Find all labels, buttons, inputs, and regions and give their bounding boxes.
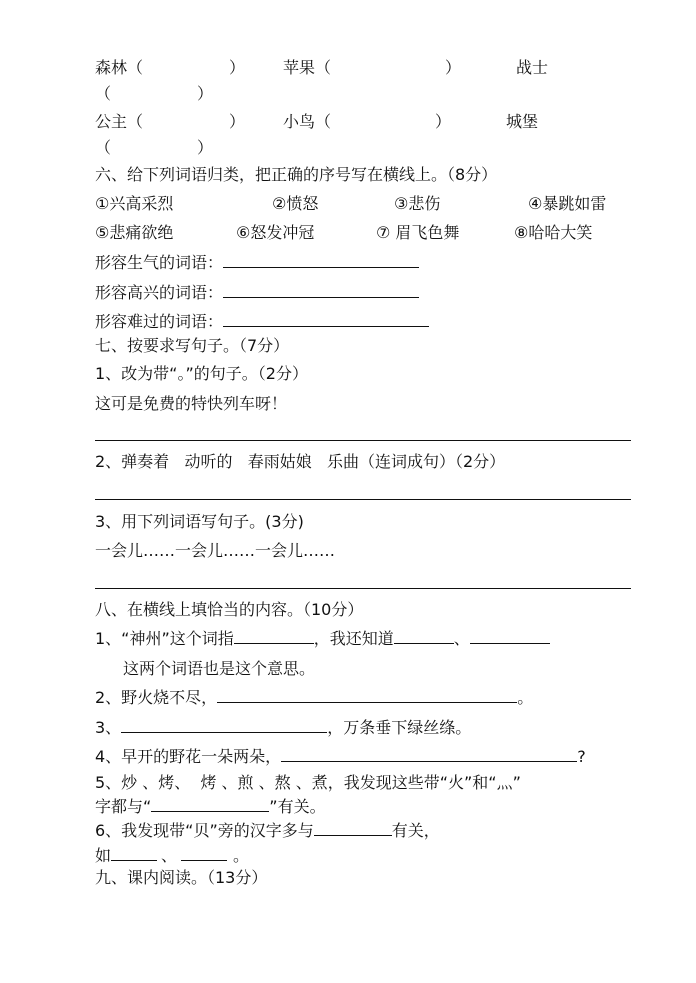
- q5-row2-wrap: （ ）: [95, 138, 214, 157]
- q5-row1-item3: 战士: [516, 58, 549, 77]
- blank-synonym-2[interactable]: [470, 629, 550, 644]
- blank-fire-radical[interactable]: [151, 797, 269, 812]
- blank-shell-radical[interactable]: [314, 821, 392, 836]
- section7-q1-sentence: 这可是免费的特快列车呀！: [95, 394, 288, 413]
- section7-q1: 1、改为带“。”的句子。（2分）: [95, 364, 308, 383]
- answer-blank-angry[interactable]: [223, 253, 419, 268]
- section9-title: 九、课内阅读。（13分）: [95, 868, 268, 887]
- section8-q4: 4、早开的野花一朵两朵， ?: [95, 747, 586, 766]
- q5-row1-wrap: （ ）: [95, 84, 214, 103]
- section7-q3-words: 一会儿……一会儿……一会儿……: [95, 541, 336, 560]
- blank-synonym-1[interactable]: [394, 629, 454, 644]
- q5-row2-item2: 小鸟（ ）: [283, 112, 452, 131]
- option-5: ⑤悲痛欲绝: [95, 223, 174, 242]
- prompt-happy: 形容高兴的词语：: [95, 283, 419, 303]
- section8-q5: 5、炒 、烤、 烤 、煎 、熬 、煮，我发现这些带“火”和“灬”: [95, 773, 521, 792]
- section8-q1-cont: 这两个词语也是这个意思。: [123, 659, 316, 678]
- section8-q6-cont: 如 、 。: [95, 846, 250, 865]
- section6-title: 六、给下列词语归类，把正确的序号写在横线上。（8分）: [95, 165, 498, 184]
- section7-title: 七、按要求写句子。（7分）: [95, 336, 290, 355]
- section8-q2: 2、野火烧不尽， 。: [95, 688, 534, 707]
- q5-row2-item3: 城堡: [506, 112, 539, 131]
- prompt-sad: 形容难过的词语：: [95, 312, 429, 332]
- section8-q3: 3、 ，万条垂下绿丝绦。: [95, 718, 472, 737]
- option-7: ⑦ 眉飞色舞: [376, 223, 460, 242]
- blank-shenzhou-meaning[interactable]: [234, 629, 314, 644]
- answer-line-q2[interactable]: [95, 499, 631, 500]
- blank-example-1[interactable]: [111, 846, 157, 861]
- q5-row2-item1: 公主（ ）: [95, 112, 246, 131]
- option-6: ⑥怒发冲冠: [236, 223, 315, 242]
- option-4: ④暴跳如雷: [528, 194, 607, 213]
- option-2: ②愤怒: [272, 194, 319, 213]
- section8-q1: 1、“神州”这个词指 ，我还知道 、: [95, 629, 550, 649]
- option-3: ③悲伤: [394, 194, 441, 213]
- option-1: ①兴高采烈: [95, 194, 174, 213]
- blank-poem-3[interactable]: [281, 747, 577, 762]
- answer-line-q1[interactable]: [95, 440, 631, 441]
- blank-poem-1[interactable]: [217, 688, 517, 703]
- prompt-angry: 形容生气的词语：: [95, 253, 419, 273]
- section7-q2: 2、弹奏着 动听的 春雨姑娘 乐曲（连词成句）（2分）: [95, 452, 506, 471]
- option-8: ⑧哈哈大笑: [514, 223, 593, 242]
- blank-example-2[interactable]: [181, 846, 227, 861]
- section8-title: 八、在横线上填恰当的内容。（10分）: [95, 600, 364, 619]
- q5-row1-item2: 苹果（ ）: [283, 58, 462, 77]
- section8-q6: 6、我发现带“贝”旁的汉字多与 有关，: [95, 821, 440, 840]
- section7-q3: 3、用下列词语写句子。(3分): [95, 512, 304, 531]
- answer-line-q3[interactable]: [95, 588, 631, 589]
- answer-blank-happy[interactable]: [223, 283, 419, 298]
- section8-q5-cont: 字都与“ ”有关。: [95, 797, 326, 816]
- q5-row1-item1: 森林（ ）: [95, 58, 246, 77]
- answer-blank-sad[interactable]: [223, 312, 429, 327]
- blank-poem-2[interactable]: [121, 718, 327, 733]
